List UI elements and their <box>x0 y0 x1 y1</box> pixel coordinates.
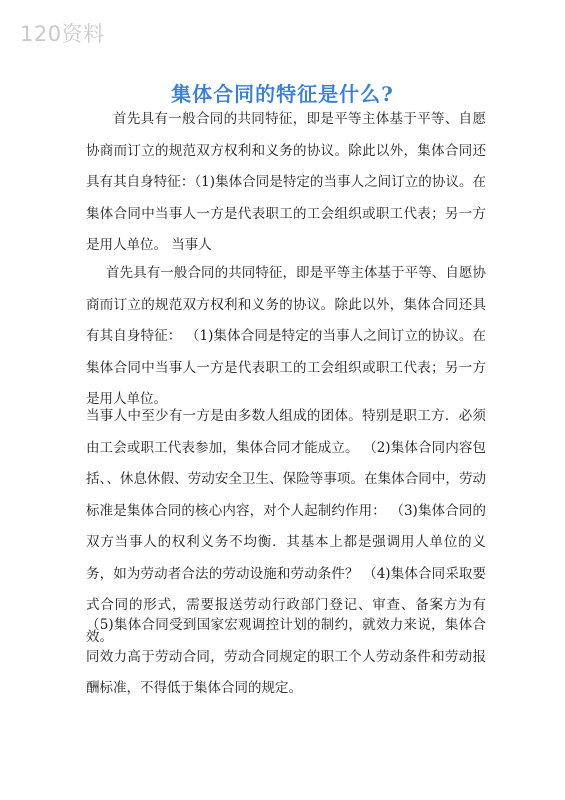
page-title: 集体合同的特征是什么? <box>171 82 394 106</box>
paragraph-4: （5)集体合同受到国家宏观调控计划的制约，就效力来说，集体合同效力高于劳动合同，劳动合同规定的职工个人劳动条件和劳动报酬标准，不得低于集体合同的规定。 <box>86 617 486 696</box>
paragraph-1: 首先具有一般合同的共同特征，即是平等主体基于平等、自愿协商而订立的规范双方权利和义务的协议。除此以外，集体合同还具有其自身特征：（1)集体合同是特定的当事人之间订立的协议。在集体合同中当事人一方是代表职工的工会组织或职工代表；另一方是用人单位。 当事人 <box>86 111 486 253</box>
paragraph-3: 当事人中至少有一方是由多数人组成的团体。特别是职工方．必须由工会或职工代表参加，集体合同才能成立。 （2)集体合同内容包括、、休息休假、劳动安全卫生、保险等事项。在集体合同中，劳动标准是集体合同的核心内容，对个人起制约作用： （3)集体合同的双方当事人的权利义务不均衡．其基本上都是强调用人单位的义务，如为劳动者合法的劳动设施和劳动条件？ （4)集体合同采取要式合同的形式，需要报送劳动行政部门登记、审查、备案方为有效。 <box>86 408 486 645</box>
watermark: 120资料 <box>20 22 105 46</box>
paragraph-2: 首先具有一般合同的共同特征，即是平等主体基于平等、自愿协商而订立的规范双方权利和义务的协议。除此以外，集体合同还具有其自身特征： （1)集体合同是特定的当事人之间订立的协议。在集体合同中当事人一方是代表职工的工会组织或职工代表；另一方是用人单位。 <box>86 265 486 407</box>
